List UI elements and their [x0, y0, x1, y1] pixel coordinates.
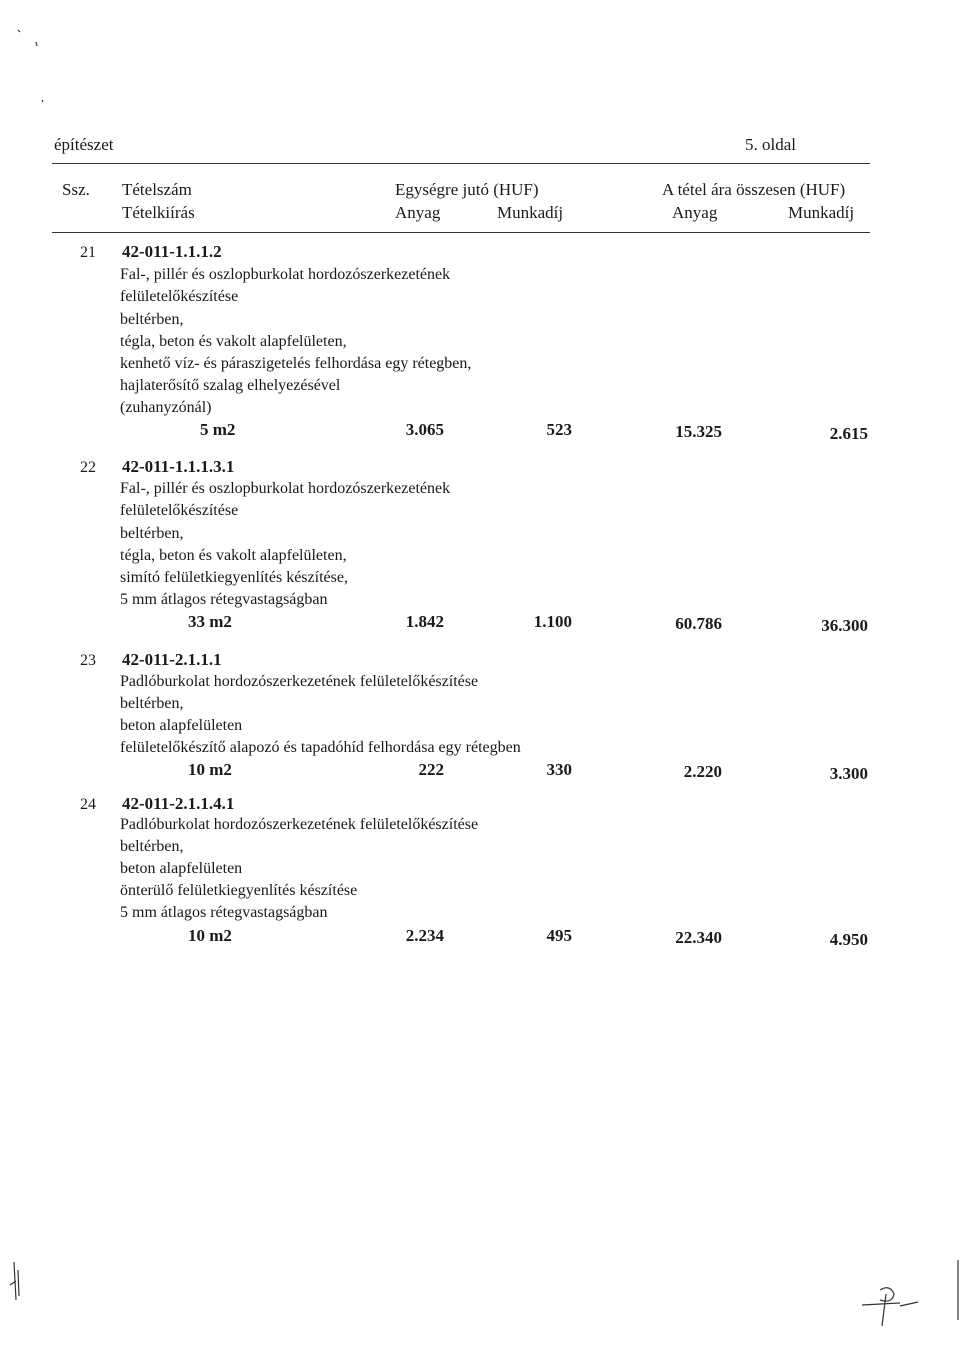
page-number: 5. oldal: [745, 135, 796, 154]
item-total-anyag: 60.786: [675, 614, 722, 633]
item-description-line: felületelőkészítése: [120, 502, 239, 519]
item-description-line: beltérben,: [120, 838, 184, 855]
item-total-munkadij: 4.950: [829, 930, 868, 949]
item-unit-munkadij: 495: [546, 926, 572, 945]
item-quantity: 5 m2: [200, 420, 236, 439]
column-header-unit-group: Egységre jutó (HUF): [395, 180, 539, 199]
item-description-line: Padlóburkolat hordozószerkezetének felületelőkészítése: [120, 673, 479, 690]
item-description-line: (zuhanyzónál): [120, 399, 212, 416]
item-total-anyag: 15.325: [675, 422, 722, 441]
item-description-line: beton alapfelületen: [120, 717, 243, 734]
item-unit-anyag: 222: [418, 760, 444, 779]
column-header-tetelkiiras: Tételkiírás: [122, 203, 195, 222]
item-description-line: tégla, beton és vakolt alapfelületen,: [120, 333, 347, 350]
item-description-line: beltérben,: [120, 695, 184, 712]
item-unit-anyag: 3.065: [405, 420, 444, 439]
item-description-line: kenhető víz- és páraszigetelés felhordása egy rétegben,: [120, 355, 472, 372]
column-header-ssz: Ssz.: [62, 180, 90, 199]
item-quantity: 10 m2: [188, 926, 232, 945]
item-description-line: Fal-, pillér és oszlopburkolat hordozószerkezetének: [120, 266, 451, 283]
item-description-line: felületelőkészítése: [120, 288, 239, 305]
scan-speck: [18, 30, 43, 102]
item-description-line: önterülő felületkiegyenlítés készítése: [120, 882, 358, 899]
column-header-tetelszam: Tételszám: [122, 180, 192, 199]
item-code: 42-011-2.1.1.4.1: [122, 794, 235, 813]
handwritten-initial: [862, 1288, 918, 1326]
item-description-line: beton alapfelületen: [120, 860, 243, 877]
item-description-line: Padlóburkolat hordozószerkezetének felületelőkészítése: [120, 816, 479, 833]
item-total-munkadij: 2.615: [829, 424, 868, 443]
item-ssz: 23: [80, 652, 96, 669]
column-header-total-anyag: Anyag: [672, 203, 718, 222]
item-code: 42-011-1.1.1.2: [122, 242, 222, 261]
item-description-line: 5 mm átlagos rétegvastagságban: [120, 591, 328, 608]
column-header-unit-anyag: Anyag: [395, 203, 441, 222]
item-description-line: beltérben,: [120, 525, 184, 542]
column-header-total-munkadij: Munkadíj: [788, 203, 855, 222]
item-unit-anyag: 2.234: [405, 926, 444, 945]
item-unit-munkadij: 1.100: [533, 612, 572, 631]
column-header-total-group: A tétel ára összesen (HUF): [662, 180, 846, 199]
page-section-label: építészet: [54, 135, 114, 154]
item-ssz: 21: [80, 244, 96, 261]
item-ssz: 22: [80, 459, 96, 476]
item-total-anyag: 22.340: [675, 928, 722, 947]
item-total-munkadij: 36.300: [821, 616, 868, 635]
item-unit-munkadij: 523: [546, 420, 572, 439]
item-quantity: 33 m2: [188, 612, 232, 631]
item-unit-anyag: 1.842: [405, 612, 444, 631]
item-code: 42-011-2.1.1.1: [122, 650, 222, 669]
item-description-line: Fal-, pillér és oszlopburkolat hordozószerkezetének: [120, 480, 451, 497]
item-description-line: 5 mm átlagos rétegvastagságban: [120, 904, 328, 921]
item-description-line: beltérben,: [120, 311, 184, 328]
item-total-munkadij: 3.300: [829, 764, 868, 783]
item-ssz: 24: [80, 796, 96, 813]
item-quantity: 10 m2: [188, 760, 232, 779]
column-header-unit-munkadij: Munkadíj: [497, 203, 564, 222]
item-description-line: hajlaterősítő szalag elhelyezésével: [120, 377, 341, 394]
item-total-anyag: 2.220: [683, 762, 722, 781]
margin-scribble: [10, 1262, 19, 1300]
item-code: 42-011-1.1.1.3.1: [122, 457, 235, 476]
item-description-line: simító felületkiegyenlítés készítése,: [120, 569, 348, 586]
item-description-line: tégla, beton és vakolt alapfelületen,: [120, 547, 347, 564]
item-unit-munkadij: 330: [546, 760, 572, 779]
item-description-line: felületelőkészítő alapozó és tapadóhíd felhordása egy rétegben: [120, 739, 521, 756]
